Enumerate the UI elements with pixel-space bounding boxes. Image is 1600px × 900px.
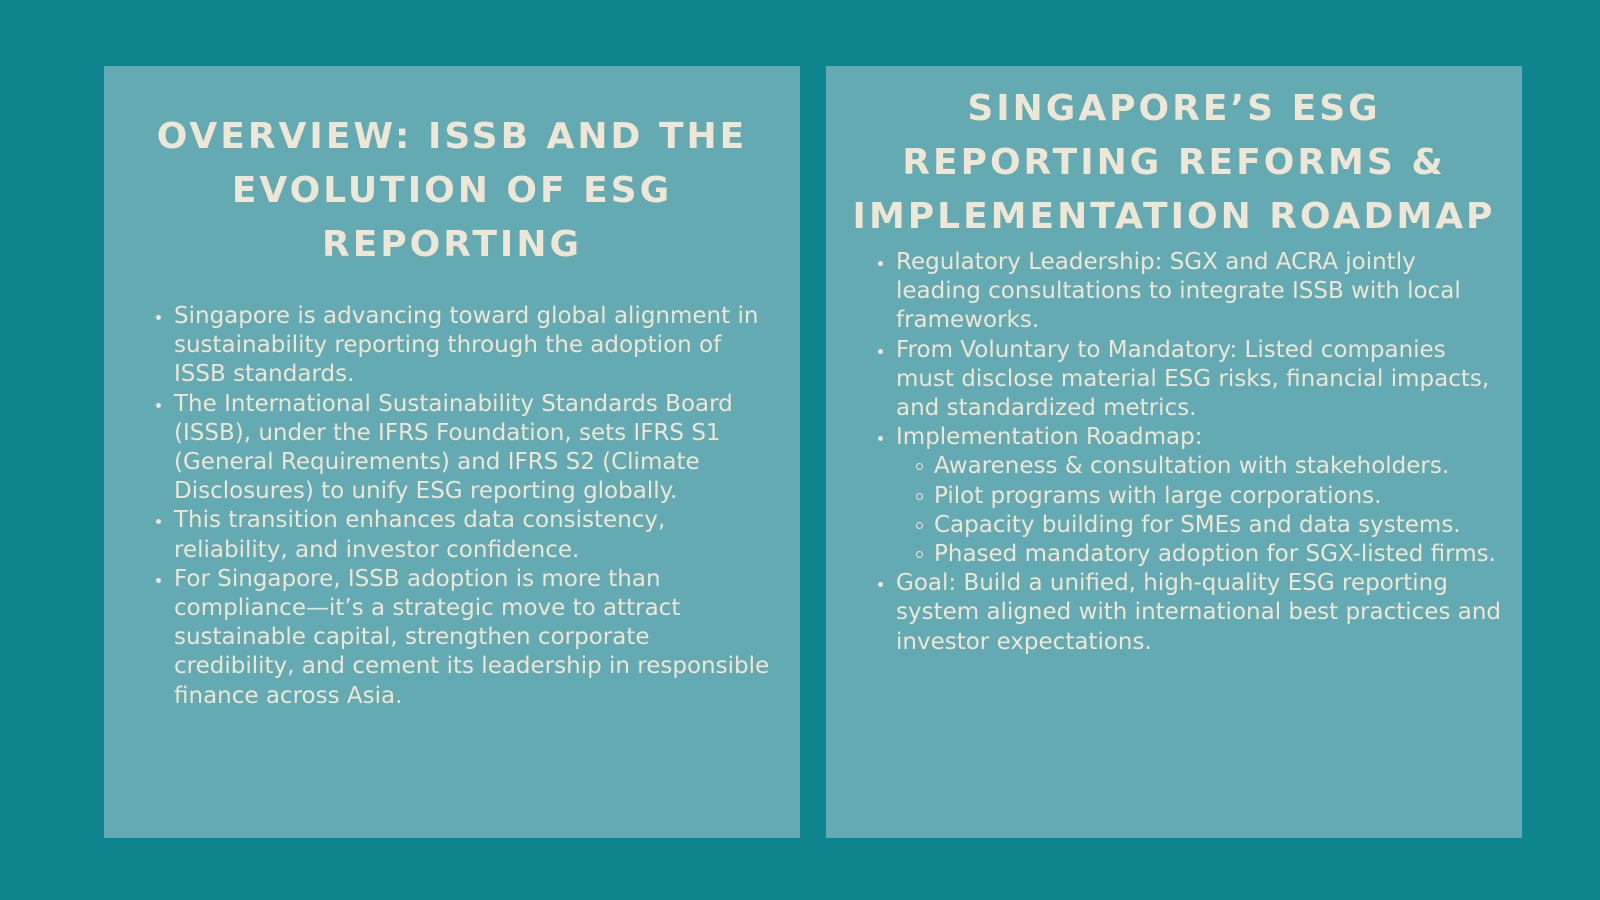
- overview-bullet: Singapore is advancing toward global alignment in sustainability reporting through the adoption of ISSB standards.: [152, 302, 770, 390]
- roadmap-steps-list: [896, 452, 1502, 569]
- reforms-bullet: Goal: Build a unified, high-quality ESG reporting system aligned with international best practices and investor expectations.: [874, 569, 1502, 657]
- reforms-bullet-list: [826, 248, 1522, 657]
- reforms-bullet: Regulatory Leadership: SGX and ACRA jointly leading consultations to integrate ISSB with local frameworks.: [874, 248, 1502, 336]
- roadmap-step: Awareness & consultation with stakeholders.: [896, 452, 1502, 481]
- overview-panel: [104, 66, 800, 838]
- reforms-bullet-roadmap: [874, 423, 1502, 569]
- roadmap-heading: Implementation Roadmap:: [896, 424, 1203, 451]
- roadmap-step: Pilot programs with large corporations.: [896, 482, 1502, 511]
- roadmap-step: Capacity building for SMEs and data systems.: [896, 511, 1502, 540]
- reforms-panel: [826, 66, 1522, 838]
- overview-bullet: The International Sustainability Standards Board (ISSB), under the IFRS Foundation, sets IFRS S1 (General Requirements) and IFRS S2 (Climate Disclosures) to unify ESG reporting globally.: [152, 390, 770, 507]
- reforms-bullet: From Voluntary to Mandatory: Listed companies must disclose material ESG risks, financial impacts, and standardized metrics.: [874, 336, 1502, 424]
- reforms-title: SINGAPORE’S ESG REPORTING REFORMS & IMPLEMENTATION ROADMAP: [852, 88, 1496, 237]
- roadmap-step: Phased mandatory adoption for SGX-listed firms.: [896, 540, 1502, 569]
- overview-bullet: This transition enhances data consistency, reliability, and investor confidence.: [152, 506, 770, 564]
- overview-title: OVERVIEW: ISSB AND THE EVOLUTION OF ESG REPORTING: [156, 116, 748, 265]
- overview-bullet: For Singapore, ISSB adoption is more than compliance—it’s a strategic move to attract sustainable capital, strengthen corporate credibility, and cement its leadership in responsible finance across Asia.: [152, 565, 770, 711]
- overview-bullet-list: [104, 302, 800, 711]
